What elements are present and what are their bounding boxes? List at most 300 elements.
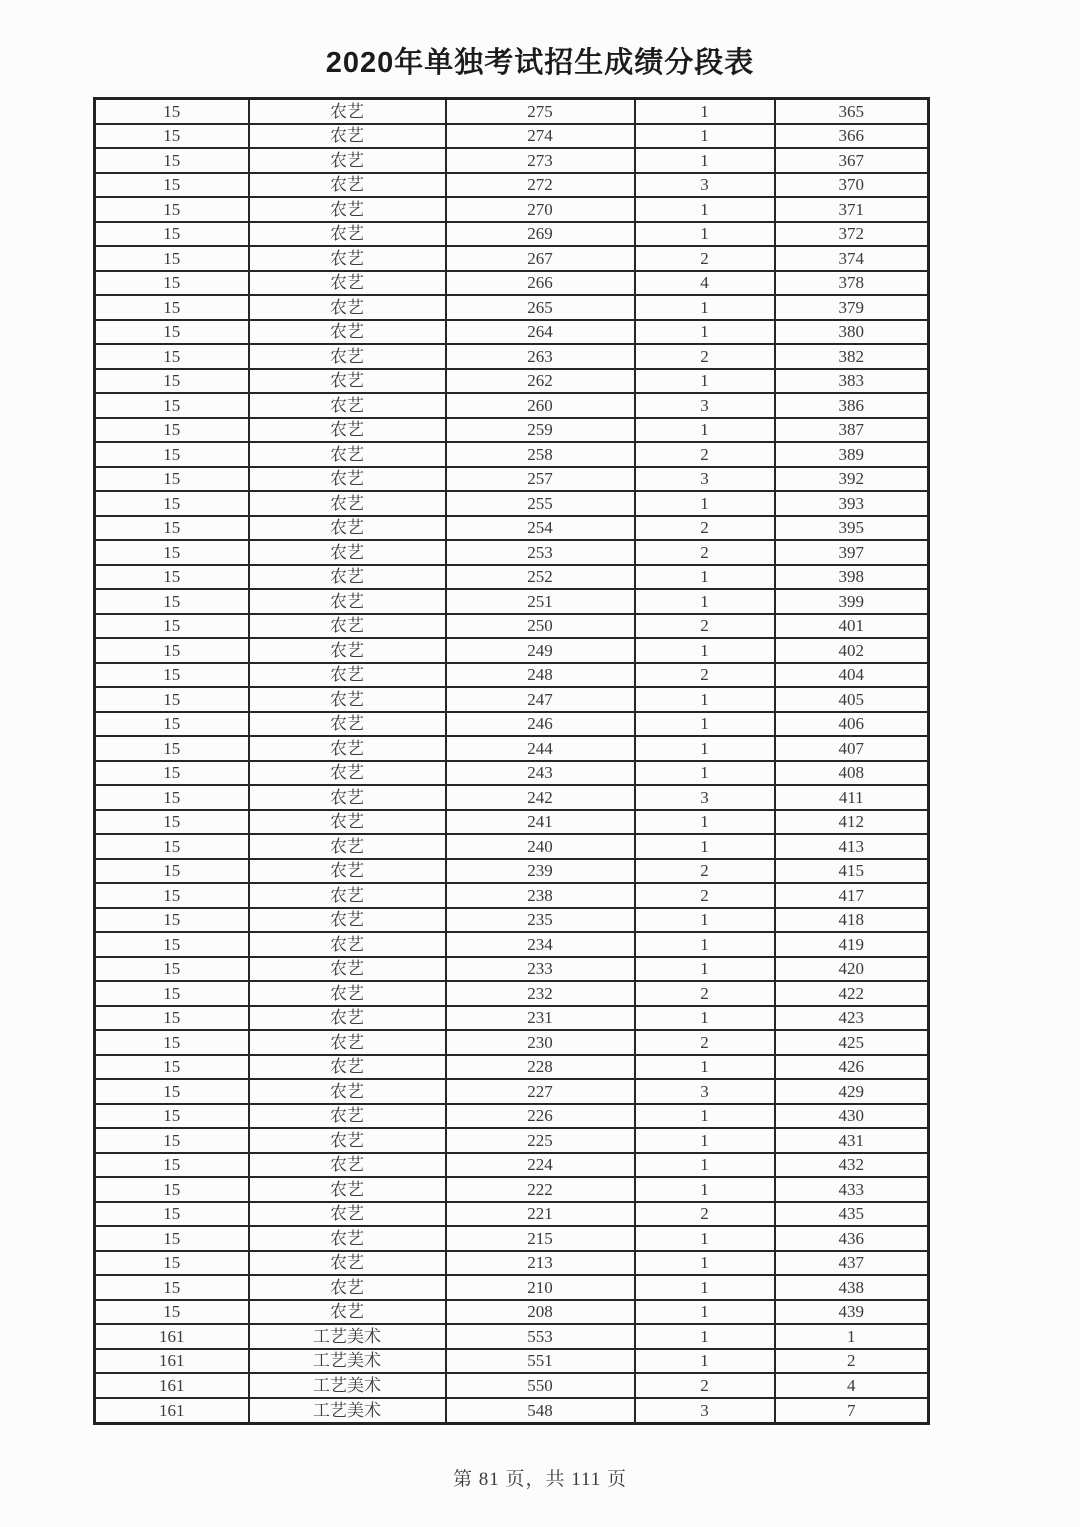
table-cell: 1 — [635, 1275, 775, 1300]
table-cell: 248 — [446, 663, 635, 688]
table-cell: 2 — [635, 1030, 775, 1055]
table-cell: 435 — [775, 1202, 929, 1227]
table-cell: 1 — [635, 124, 775, 149]
table-cell: 1 — [635, 1153, 775, 1178]
table-cell: 255 — [446, 491, 635, 516]
table-cell: 1 — [635, 418, 775, 443]
page-footer: 第 81 页，共 111 页 — [452, 1469, 628, 1490]
table-cell: 农艺 — [249, 1251, 446, 1276]
table-cell: 372 — [775, 222, 929, 247]
table-cell: 农艺 — [249, 785, 446, 810]
table-cell: 农艺 — [249, 320, 446, 345]
table-cell: 15 — [95, 761, 249, 786]
table-row — [95, 908, 929, 933]
table-cell: 270 — [446, 197, 635, 222]
table-cell: 161 — [95, 1373, 249, 1398]
table-cell: 1 — [635, 687, 775, 712]
table-cell: 2 — [635, 663, 775, 688]
table-cell: 农艺 — [249, 295, 446, 320]
table-cell: 1 — [635, 712, 775, 737]
table-cell: 农艺 — [249, 124, 446, 149]
page-title: 2020年单独考试招生成绩分段表 — [325, 47, 755, 79]
table-cell: 1 — [635, 589, 775, 614]
table-cell: 农艺 — [249, 810, 446, 835]
table-cell: 农艺 — [249, 173, 446, 198]
table-cell: 1 — [635, 320, 775, 345]
table-cell: 406 — [775, 712, 929, 737]
table-cell: 15 — [95, 663, 249, 688]
table-row — [95, 222, 929, 247]
table-cell: 15 — [95, 712, 249, 737]
table-cell: 15 — [95, 614, 249, 639]
table-cell: 264 — [446, 320, 635, 345]
table-cell: 210 — [446, 1275, 635, 1300]
table-cell: 247 — [446, 687, 635, 712]
table-cell: 548 — [446, 1398, 635, 1424]
table-cell: 1 — [635, 99, 775, 124]
table-cell: 农艺 — [249, 1300, 446, 1325]
table-cell: 267 — [446, 246, 635, 271]
table-cell: 农艺 — [249, 957, 446, 982]
table-cell: 15 — [95, 1128, 249, 1153]
table-row — [95, 859, 929, 884]
table-cell: 395 — [775, 516, 929, 541]
table-cell: 221 — [446, 1202, 635, 1227]
table-cell: 430 — [775, 1104, 929, 1129]
table-row — [95, 1349, 929, 1374]
table-cell: 15 — [95, 981, 249, 1006]
table-cell: 426 — [775, 1055, 929, 1080]
table-cell: 农艺 — [249, 663, 446, 688]
table-row — [95, 1153, 929, 1178]
table-row — [95, 246, 929, 271]
table-row — [95, 834, 929, 859]
table-cell: 232 — [446, 981, 635, 1006]
table-cell: 农艺 — [249, 369, 446, 394]
table-cell: 254 — [446, 516, 635, 541]
table-row — [95, 295, 929, 320]
table-cell: 228 — [446, 1055, 635, 1080]
table-cell: 1 — [635, 638, 775, 663]
table-cell: 工艺美术 — [249, 1398, 446, 1424]
table-cell: 3 — [635, 1398, 775, 1424]
table-row — [95, 687, 929, 712]
table-cell: 农艺 — [249, 393, 446, 418]
table-row — [95, 418, 929, 443]
table-cell: 1 — [635, 197, 775, 222]
table-cell: 15 — [95, 565, 249, 590]
table-cell: 222 — [446, 1177, 635, 1202]
table-row — [95, 614, 929, 639]
table-cell: 161 — [95, 1398, 249, 1424]
table-cell: 2 — [635, 246, 775, 271]
table-cell: 224 — [446, 1153, 635, 1178]
table-cell: 242 — [446, 785, 635, 810]
table-cell: 366 — [775, 124, 929, 149]
table-row — [95, 1398, 929, 1424]
table-row — [95, 393, 929, 418]
table-cell: 农艺 — [249, 491, 446, 516]
table-cell: 226 — [446, 1104, 635, 1129]
table-cell: 405 — [775, 687, 929, 712]
table-cell: 15 — [95, 491, 249, 516]
table-cell: 370 — [775, 173, 929, 198]
table-cell: 15 — [95, 957, 249, 982]
table-cell: 15 — [95, 173, 249, 198]
table-cell: 15 — [95, 442, 249, 467]
table-cell: 15 — [95, 1251, 249, 1276]
table-row — [95, 173, 929, 198]
table-cell: 262 — [446, 369, 635, 394]
table-cell: 2 — [635, 883, 775, 908]
table-cell: 农艺 — [249, 1275, 446, 1300]
table-row — [95, 957, 929, 982]
table-row — [95, 1373, 929, 1398]
table-cell: 1 — [635, 1104, 775, 1129]
table-cell: 农艺 — [249, 908, 446, 933]
table-cell: 379 — [775, 295, 929, 320]
table-cell: 367 — [775, 148, 929, 173]
table-cell: 425 — [775, 1030, 929, 1055]
table-cell: 1 — [775, 1324, 929, 1349]
table-cell: 413 — [775, 834, 929, 859]
table-cell: 550 — [446, 1373, 635, 1398]
table-cell: 4 — [635, 271, 775, 296]
table-cell: 15 — [95, 246, 249, 271]
table-cell: 432 — [775, 1153, 929, 1178]
table-cell: 231 — [446, 1006, 635, 1031]
table-cell: 411 — [775, 785, 929, 810]
table-cell: 1 — [635, 491, 775, 516]
table-cell: 257 — [446, 467, 635, 492]
table-cell: 422 — [775, 981, 929, 1006]
table-cell: 553 — [446, 1324, 635, 1349]
table-cell: 429 — [775, 1079, 929, 1104]
table-cell: 2 — [635, 1373, 775, 1398]
table-cell: 农艺 — [249, 589, 446, 614]
table-cell: 244 — [446, 736, 635, 761]
table-cell: 15 — [95, 736, 249, 761]
table-cell: 397 — [775, 540, 929, 565]
table-cell: 农艺 — [249, 148, 446, 173]
table-cell: 农艺 — [249, 540, 446, 565]
table-row — [95, 589, 929, 614]
table-cell: 266 — [446, 271, 635, 296]
table-cell: 2 — [635, 859, 775, 884]
table-cell: 农艺 — [249, 1128, 446, 1153]
table-cell: 240 — [446, 834, 635, 859]
table-cell: 15 — [95, 908, 249, 933]
table-row — [95, 442, 929, 467]
table-cell: 407 — [775, 736, 929, 761]
table-cell: 15 — [95, 1202, 249, 1227]
table-cell: 15 — [95, 638, 249, 663]
table-row — [95, 712, 929, 737]
table-cell: 234 — [446, 932, 635, 957]
table-cell: 208 — [446, 1300, 635, 1325]
table-cell: 433 — [775, 1177, 929, 1202]
table-cell: 农艺 — [249, 834, 446, 859]
table-cell: 213 — [446, 1251, 635, 1276]
table-cell: 238 — [446, 883, 635, 908]
table-cell: 15 — [95, 222, 249, 247]
table-cell: 1 — [635, 295, 775, 320]
table-row — [95, 148, 929, 173]
table-cell: 15 — [95, 932, 249, 957]
table-cell: 399 — [775, 589, 929, 614]
table-cell: 农艺 — [249, 1079, 446, 1104]
table-cell: 农艺 — [249, 687, 446, 712]
table-cell: 412 — [775, 810, 929, 835]
table-cell: 15 — [95, 1055, 249, 1080]
table-cell: 农艺 — [249, 1153, 446, 1178]
table-row — [95, 197, 929, 222]
table-cell: 393 — [775, 491, 929, 516]
table-cell: 1 — [635, 222, 775, 247]
table-cell: 农艺 — [249, 932, 446, 957]
table-row — [95, 271, 929, 296]
table-cell: 2 — [635, 540, 775, 565]
table-row — [95, 1104, 929, 1129]
table-cell: 农艺 — [249, 638, 446, 663]
table-cell: 1 — [635, 736, 775, 761]
table-row — [95, 1251, 929, 1276]
table-cell: 386 — [775, 393, 929, 418]
table-cell: 15 — [95, 197, 249, 222]
table-cell: 1 — [635, 1006, 775, 1031]
table-cell: 274 — [446, 124, 635, 149]
table-cell: 275 — [446, 99, 635, 124]
table-cell: 1 — [635, 1226, 775, 1251]
table-cell: 1 — [635, 957, 775, 982]
table-cell: 260 — [446, 393, 635, 418]
table-cell: 15 — [95, 271, 249, 296]
table-cell: 415 — [775, 859, 929, 884]
table-cell: 15 — [95, 883, 249, 908]
table-cell: 15 — [95, 1177, 249, 1202]
table-cell: 439 — [775, 1300, 929, 1325]
table-cell: 1 — [635, 1324, 775, 1349]
table-row — [95, 491, 929, 516]
table-cell: 3 — [635, 785, 775, 810]
table-cell: 农艺 — [249, 1030, 446, 1055]
table-cell: 383 — [775, 369, 929, 394]
table-cell: 272 — [446, 173, 635, 198]
table-cell: 404 — [775, 663, 929, 688]
table-cell: 2 — [775, 1349, 929, 1374]
table-cell: 农艺 — [249, 565, 446, 590]
table-cell: 253 — [446, 540, 635, 565]
table-row — [95, 124, 929, 149]
table-cell: 15 — [95, 1300, 249, 1325]
table-row — [95, 883, 929, 908]
table-cell: 365 — [775, 99, 929, 124]
table-cell: 15 — [95, 1275, 249, 1300]
table-cell: 工艺美术 — [249, 1349, 446, 1374]
table-cell: 418 — [775, 908, 929, 933]
table-cell: 431 — [775, 1128, 929, 1153]
table-cell: 2 — [635, 344, 775, 369]
table-cell: 389 — [775, 442, 929, 467]
table-cell: 农艺 — [249, 859, 446, 884]
table-cell: 230 — [446, 1030, 635, 1055]
score-table-body — [95, 99, 929, 1424]
table-cell: 1 — [635, 1251, 775, 1276]
table-row — [95, 761, 929, 786]
table-cell: 3 — [635, 173, 775, 198]
table-row — [95, 1079, 929, 1104]
table-row — [95, 1202, 929, 1227]
table-row — [95, 1030, 929, 1055]
table-row — [95, 1324, 929, 1349]
table-cell: 3 — [635, 1079, 775, 1104]
table-row — [95, 1055, 929, 1080]
table-cell: 农艺 — [249, 761, 446, 786]
table-cell: 250 — [446, 614, 635, 639]
table-cell: 15 — [95, 148, 249, 173]
table-cell: 15 — [95, 320, 249, 345]
table-cell: 15 — [95, 1104, 249, 1129]
table-cell: 工艺美术 — [249, 1373, 446, 1398]
table-cell: 1 — [635, 369, 775, 394]
table-cell: 243 — [446, 761, 635, 786]
table-row — [95, 369, 929, 394]
table-cell: 15 — [95, 124, 249, 149]
table-cell: 1 — [635, 1055, 775, 1080]
table-row — [95, 1226, 929, 1251]
table-cell: 374 — [775, 246, 929, 271]
table-cell: 249 — [446, 638, 635, 663]
table-cell: 419 — [775, 932, 929, 957]
table-row — [95, 1128, 929, 1153]
table-cell: 农艺 — [249, 467, 446, 492]
table-cell: 农艺 — [249, 1006, 446, 1031]
table-row — [95, 736, 929, 761]
table-row — [95, 1177, 929, 1202]
table-cell: 15 — [95, 99, 249, 124]
table-cell: 15 — [95, 393, 249, 418]
table-cell: 15 — [95, 810, 249, 835]
table-row — [95, 565, 929, 590]
table-row — [95, 540, 929, 565]
table-cell: 农艺 — [249, 344, 446, 369]
table-cell: 7 — [775, 1398, 929, 1424]
table-cell: 273 — [446, 148, 635, 173]
table-cell: 15 — [95, 540, 249, 565]
table-cell: 1 — [635, 1128, 775, 1153]
table-cell: 225 — [446, 1128, 635, 1153]
table-cell: 387 — [775, 418, 929, 443]
score-table — [93, 97, 930, 1425]
table-row — [95, 516, 929, 541]
table-cell: 2 — [635, 442, 775, 467]
table-cell: 农艺 — [249, 1226, 446, 1251]
table-cell: 2 — [635, 516, 775, 541]
table-cell: 269 — [446, 222, 635, 247]
table-cell: 2 — [635, 614, 775, 639]
table-cell: 2 — [635, 981, 775, 1006]
table-cell: 农艺 — [249, 981, 446, 1006]
table-cell: 1 — [635, 1177, 775, 1202]
table-cell: 农艺 — [249, 883, 446, 908]
table-cell: 259 — [446, 418, 635, 443]
table-cell: 161 — [95, 1324, 249, 1349]
table-cell: 380 — [775, 320, 929, 345]
table-cell: 233 — [446, 957, 635, 982]
table-cell: 3 — [635, 393, 775, 418]
table-cell: 15 — [95, 1226, 249, 1251]
table-cell: 251 — [446, 589, 635, 614]
table-cell: 1 — [635, 761, 775, 786]
table-cell: 420 — [775, 957, 929, 982]
table-cell: 398 — [775, 565, 929, 590]
table-cell: 农艺 — [249, 1177, 446, 1202]
table-cell: 215 — [446, 1226, 635, 1251]
table-cell: 402 — [775, 638, 929, 663]
table-cell: 15 — [95, 785, 249, 810]
table-cell: 农艺 — [249, 197, 446, 222]
table-row — [95, 932, 929, 957]
table-cell: 1 — [635, 565, 775, 590]
table-cell: 246 — [446, 712, 635, 737]
table-cell: 551 — [446, 1349, 635, 1374]
table-cell: 15 — [95, 467, 249, 492]
table-cell: 258 — [446, 442, 635, 467]
table-cell: 农艺 — [249, 736, 446, 761]
table-cell: 15 — [95, 589, 249, 614]
table-cell: 15 — [95, 1006, 249, 1031]
table-cell: 15 — [95, 1153, 249, 1178]
table-cell: 2 — [635, 1202, 775, 1227]
table-row — [95, 981, 929, 1006]
table-cell: 1 — [635, 932, 775, 957]
table-row — [95, 467, 929, 492]
table-row — [95, 344, 929, 369]
table-cell: 1 — [635, 834, 775, 859]
table-cell: 农艺 — [249, 1104, 446, 1129]
table-cell: 农艺 — [249, 1055, 446, 1080]
table-row — [95, 1006, 929, 1031]
table-cell: 3 — [635, 467, 775, 492]
table-cell: 工艺美术 — [249, 1324, 446, 1349]
table-cell: 农艺 — [249, 1202, 446, 1227]
table-cell: 农艺 — [249, 712, 446, 737]
table-cell: 438 — [775, 1275, 929, 1300]
table-row — [95, 1275, 929, 1300]
table-cell: 161 — [95, 1349, 249, 1374]
table-cell: 农艺 — [249, 222, 446, 247]
table-cell: 437 — [775, 1251, 929, 1276]
table-cell: 农艺 — [249, 246, 446, 271]
table-cell: 265 — [446, 295, 635, 320]
table-cell: 15 — [95, 1079, 249, 1104]
table-cell: 371 — [775, 197, 929, 222]
table-cell: 15 — [95, 687, 249, 712]
table-cell: 15 — [95, 859, 249, 884]
table-cell: 15 — [95, 516, 249, 541]
table-cell: 239 — [446, 859, 635, 884]
table-cell: 252 — [446, 565, 635, 590]
table-cell: 15 — [95, 369, 249, 394]
table-row — [95, 99, 929, 124]
table-cell: 1 — [635, 908, 775, 933]
table-cell: 15 — [95, 295, 249, 320]
table-row — [95, 785, 929, 810]
table-cell: 417 — [775, 883, 929, 908]
table-cell: 235 — [446, 908, 635, 933]
table-cell: 227 — [446, 1079, 635, 1104]
table-cell: 农艺 — [249, 516, 446, 541]
